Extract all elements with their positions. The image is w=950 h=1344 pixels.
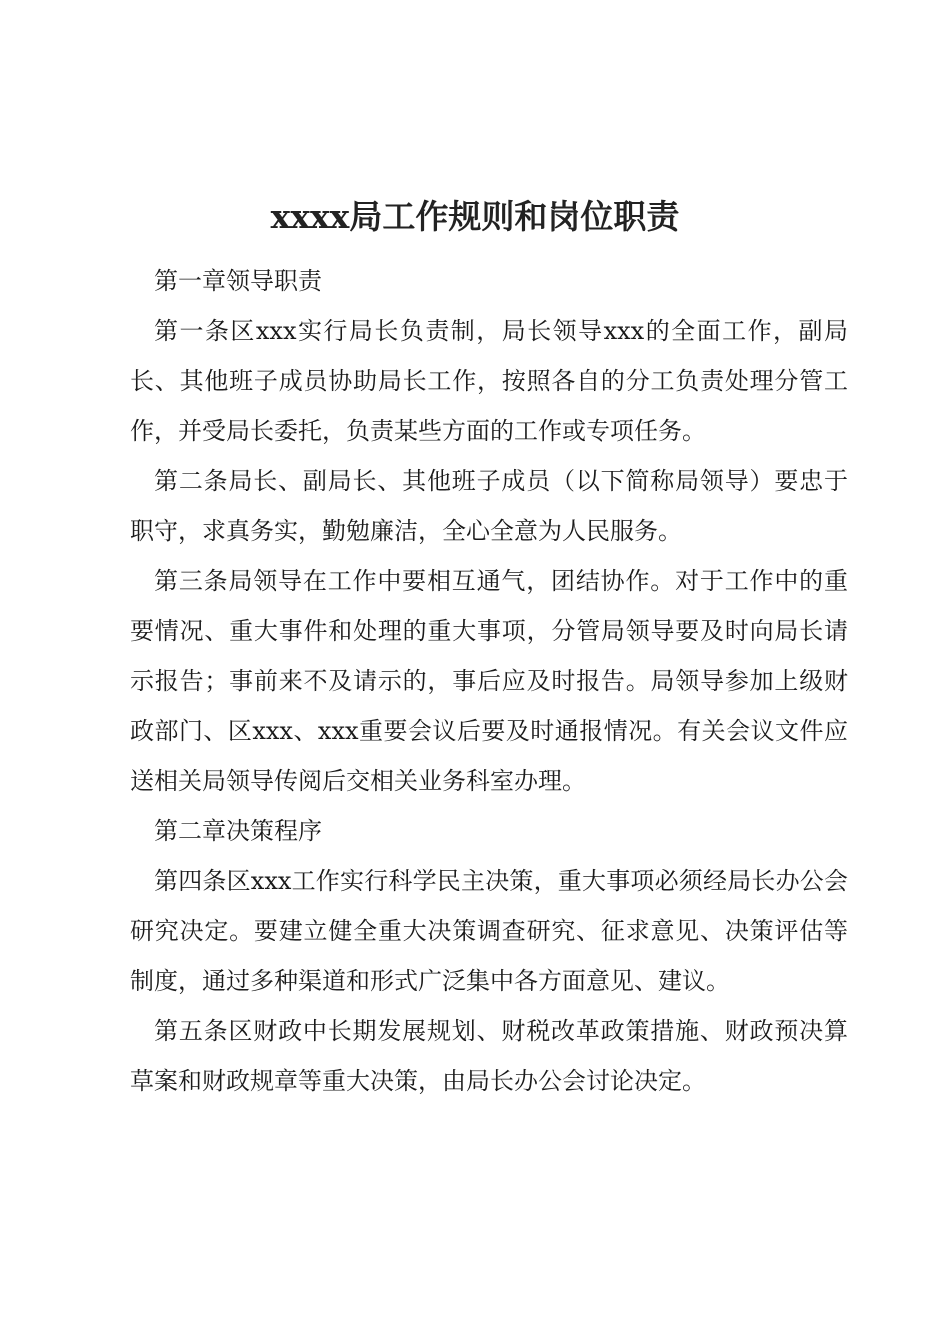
chapter-heading-2: 第二章决策程序 [154,817,322,845]
article-5: 第五条区财政中长期发展规划、财税改革政策措施、财政预决算草案和财政规章等重大决策，由局长办公会讨论决定。 [130,1017,848,1095]
article-3: 第三条局领导在工作中要相互通气，团结协作。对于工作中的重要情况、重大事件和处理的重大事项，分管局领导要及时向局长请示报告；事前来不及请示的，事后应及时报告。局领导参加上级财政部门、区xxx、xxx重要会议后要及时通报情况。有关会议文件应送相关局领导传阅后交相关业务科室办理。 [130,567,848,795]
article-4: 第四条区xxx工作实行科学民主决策，重大事项必须经局长办公会研究决定。要建立健全重大决策调查研究、征求意见、决策评估等制度，通过多种渠道和形式广泛集中各方面意见、建议。 [130,867,848,995]
article-2: 第二条局长、副局长、其他班子成员（以下简称局领导）要忠于职守，求真务实，勤勉廉洁，全心全意为人民服务。 [130,467,848,545]
document-title: xxxx局工作规则和岗位职责 [270,197,680,236]
article-1: 第一条区xxx实行局长负责制，局长领导xxx的全面工作，副局长、其他班子成员协助局长工作，按照各自的分工负责处理分管工作，并受局长委托，负责某些方面的工作或专项任务。 [130,317,848,445]
document-body [130,256,848,1106]
chapter-heading-1: 第一章领导职责 [154,267,322,295]
